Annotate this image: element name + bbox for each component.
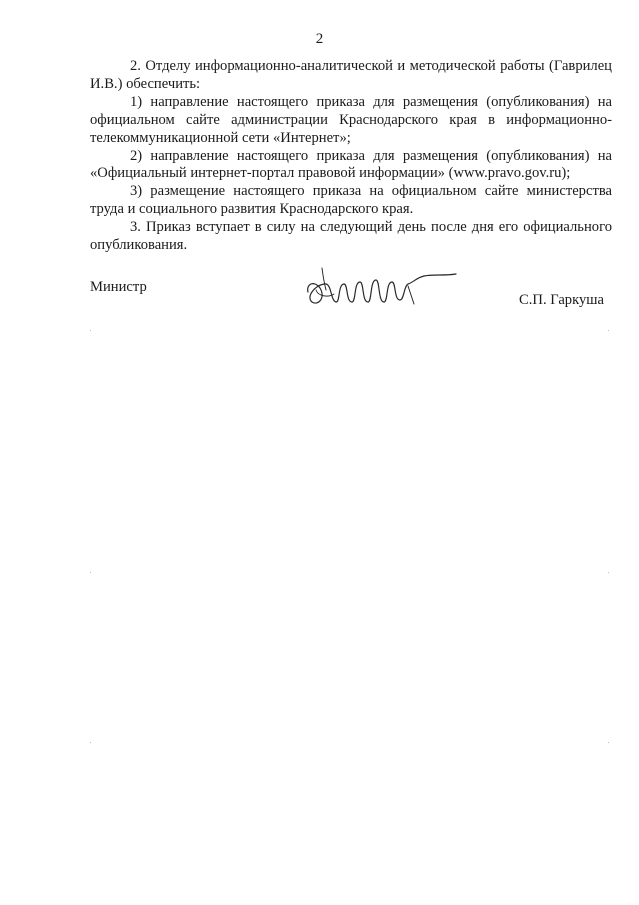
document-body (90, 58, 612, 255)
subitem-3: 3) размещение настоящего приказа на официальном сайте министерства труда и социального развития Краснодарского края. (90, 183, 612, 218)
signer-title: Министр (90, 279, 147, 295)
scan-speck (90, 742, 91, 743)
scan-speck (608, 330, 609, 331)
signer-name: С.П. Гаркуша (519, 292, 604, 308)
scan-speck (608, 742, 609, 743)
scan-speck (90, 572, 91, 573)
scan-speck (90, 330, 91, 331)
paragraph-item-2: 2. Отделу информационно-аналитической и методической работы (Гаврилец И.В.) обеспечить: (90, 58, 612, 92)
page-number: 2 (315, 31, 324, 47)
subitem-1: 1) направление настоящего приказа для размещения (опубликования) на официальном сайте администрации Краснодарского края в информационно-телекоммуникационной сети «Интернет»; (90, 93, 612, 146)
paragraph-item-3: 3. Приказ вступает в силу на следующий день после дня его официального опубликования. (90, 219, 612, 254)
handwritten-signature (304, 262, 464, 314)
subitem-2: 2) направление настоящего приказа для размещения (опубликования) на «Официальный интернет-портал правовой информации» (www.pravo.gov.ru); (90, 147, 612, 182)
signature-block (90, 262, 612, 322)
scan-speck (608, 572, 609, 573)
